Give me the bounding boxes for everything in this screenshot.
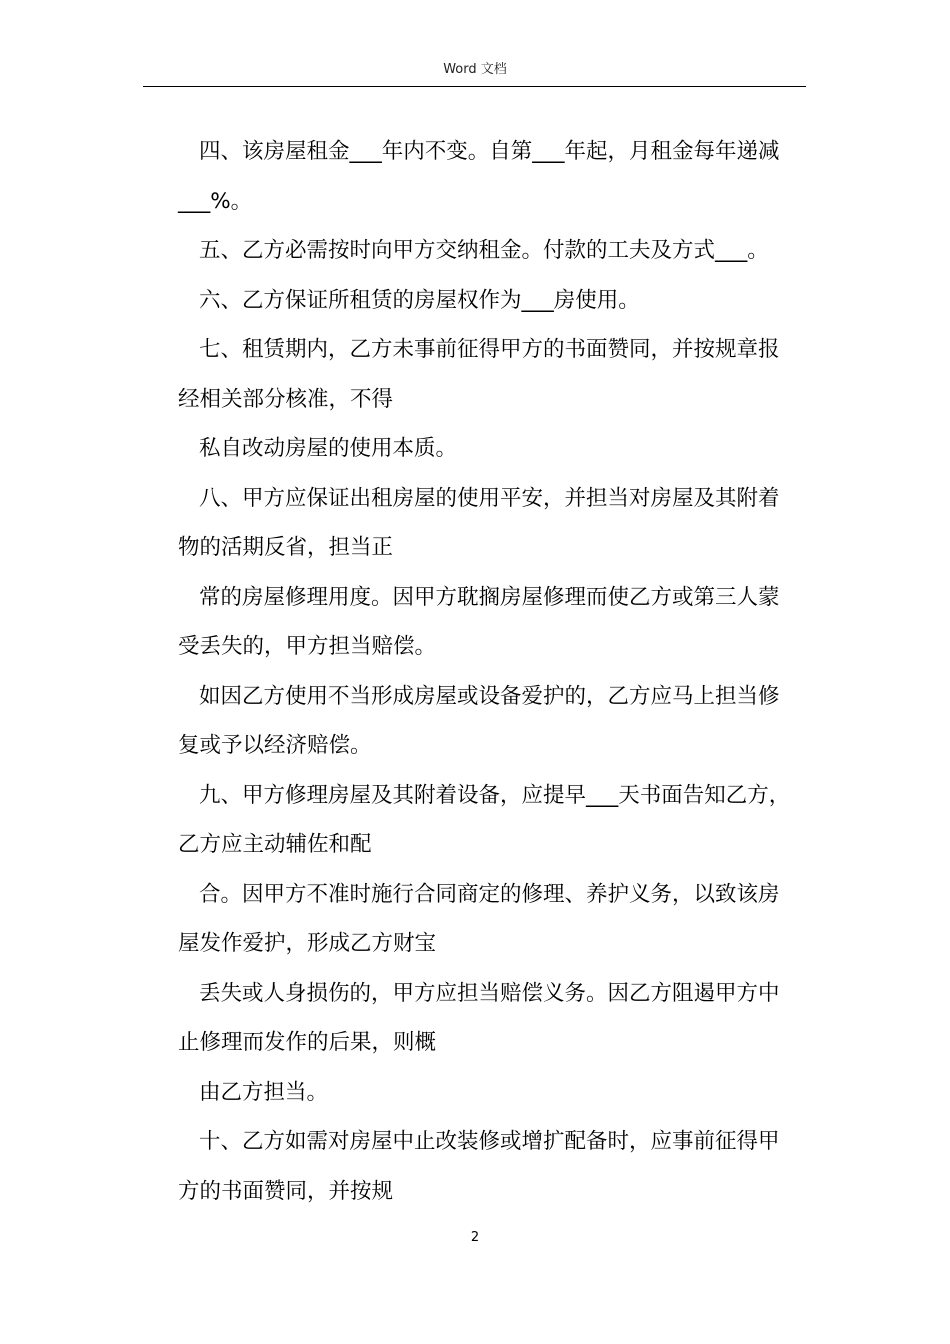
text-line: 屋发作爱护，形成乙方财宝 [178,931,437,956]
text-line: 九、甲方修理房屋及其附着设备，应提早___天书面告知乙方， [199,782,791,808]
text-line: 复或予以经济赔偿。 [178,733,372,758]
text-line: 方的书面赞同，并按规 [178,1178,394,1204]
header-divider [143,86,806,87]
text-line: 物的活期反省，担当正 [178,535,394,560]
text-line: 五、乙方必需按时向甲方交纳租金。付款的工夫及方式___。 [199,238,769,263]
text-line: 乙方应主动辅佐和配 [178,832,372,857]
text-line: 止修理而发作的后果，则概 [178,1030,437,1055]
page-number: 2 [470,1230,480,1245]
text-line: 私自改动房屋的使用本质。 [199,436,458,461]
text-line: 受丢失的，甲方担当赔偿。 [178,634,437,659]
document-body [178,127,808,1216]
text-line: 常的房屋修理用度。因甲方耽搁房屋修理而使乙方或第三人蒙 [199,584,780,610]
text-line: 七、租赁期内，乙方未事前征得甲方的书面赞同，并按规章报 [199,337,780,362]
text-line: 丢失或人身损伤的，甲方应担当赔偿义务。因乙方阻遏甲方中 [199,980,780,1006]
text-line: 如因乙方使用不当形成房屋或设备爱护的，乙方应马上担当修 [199,683,780,709]
text-line: 经相关部分核准，不得 [178,386,394,412]
text-line: ___%。 [178,188,253,214]
text-line: 由乙方担当。 [199,1079,329,1105]
text-line: 十、乙方如需对房屋中止改装修或增扩配备时，应事前征得甲 [199,1129,780,1154]
text-line: 四、该房屋租金___年内不变。自第___年起，月租金每年递减 [199,139,780,164]
text-line: 六、乙方保证所租赁的房屋权作为___房使用。 [199,287,640,313]
text-line: 八、甲方应保证出租房屋的使用平安，并担当对房屋及其附着 [199,485,780,511]
text-line: 合。因甲方不准时施行合同商定的修理、养护义务，以致该房 [199,881,780,907]
page-header: Word 文档 [443,62,507,77]
